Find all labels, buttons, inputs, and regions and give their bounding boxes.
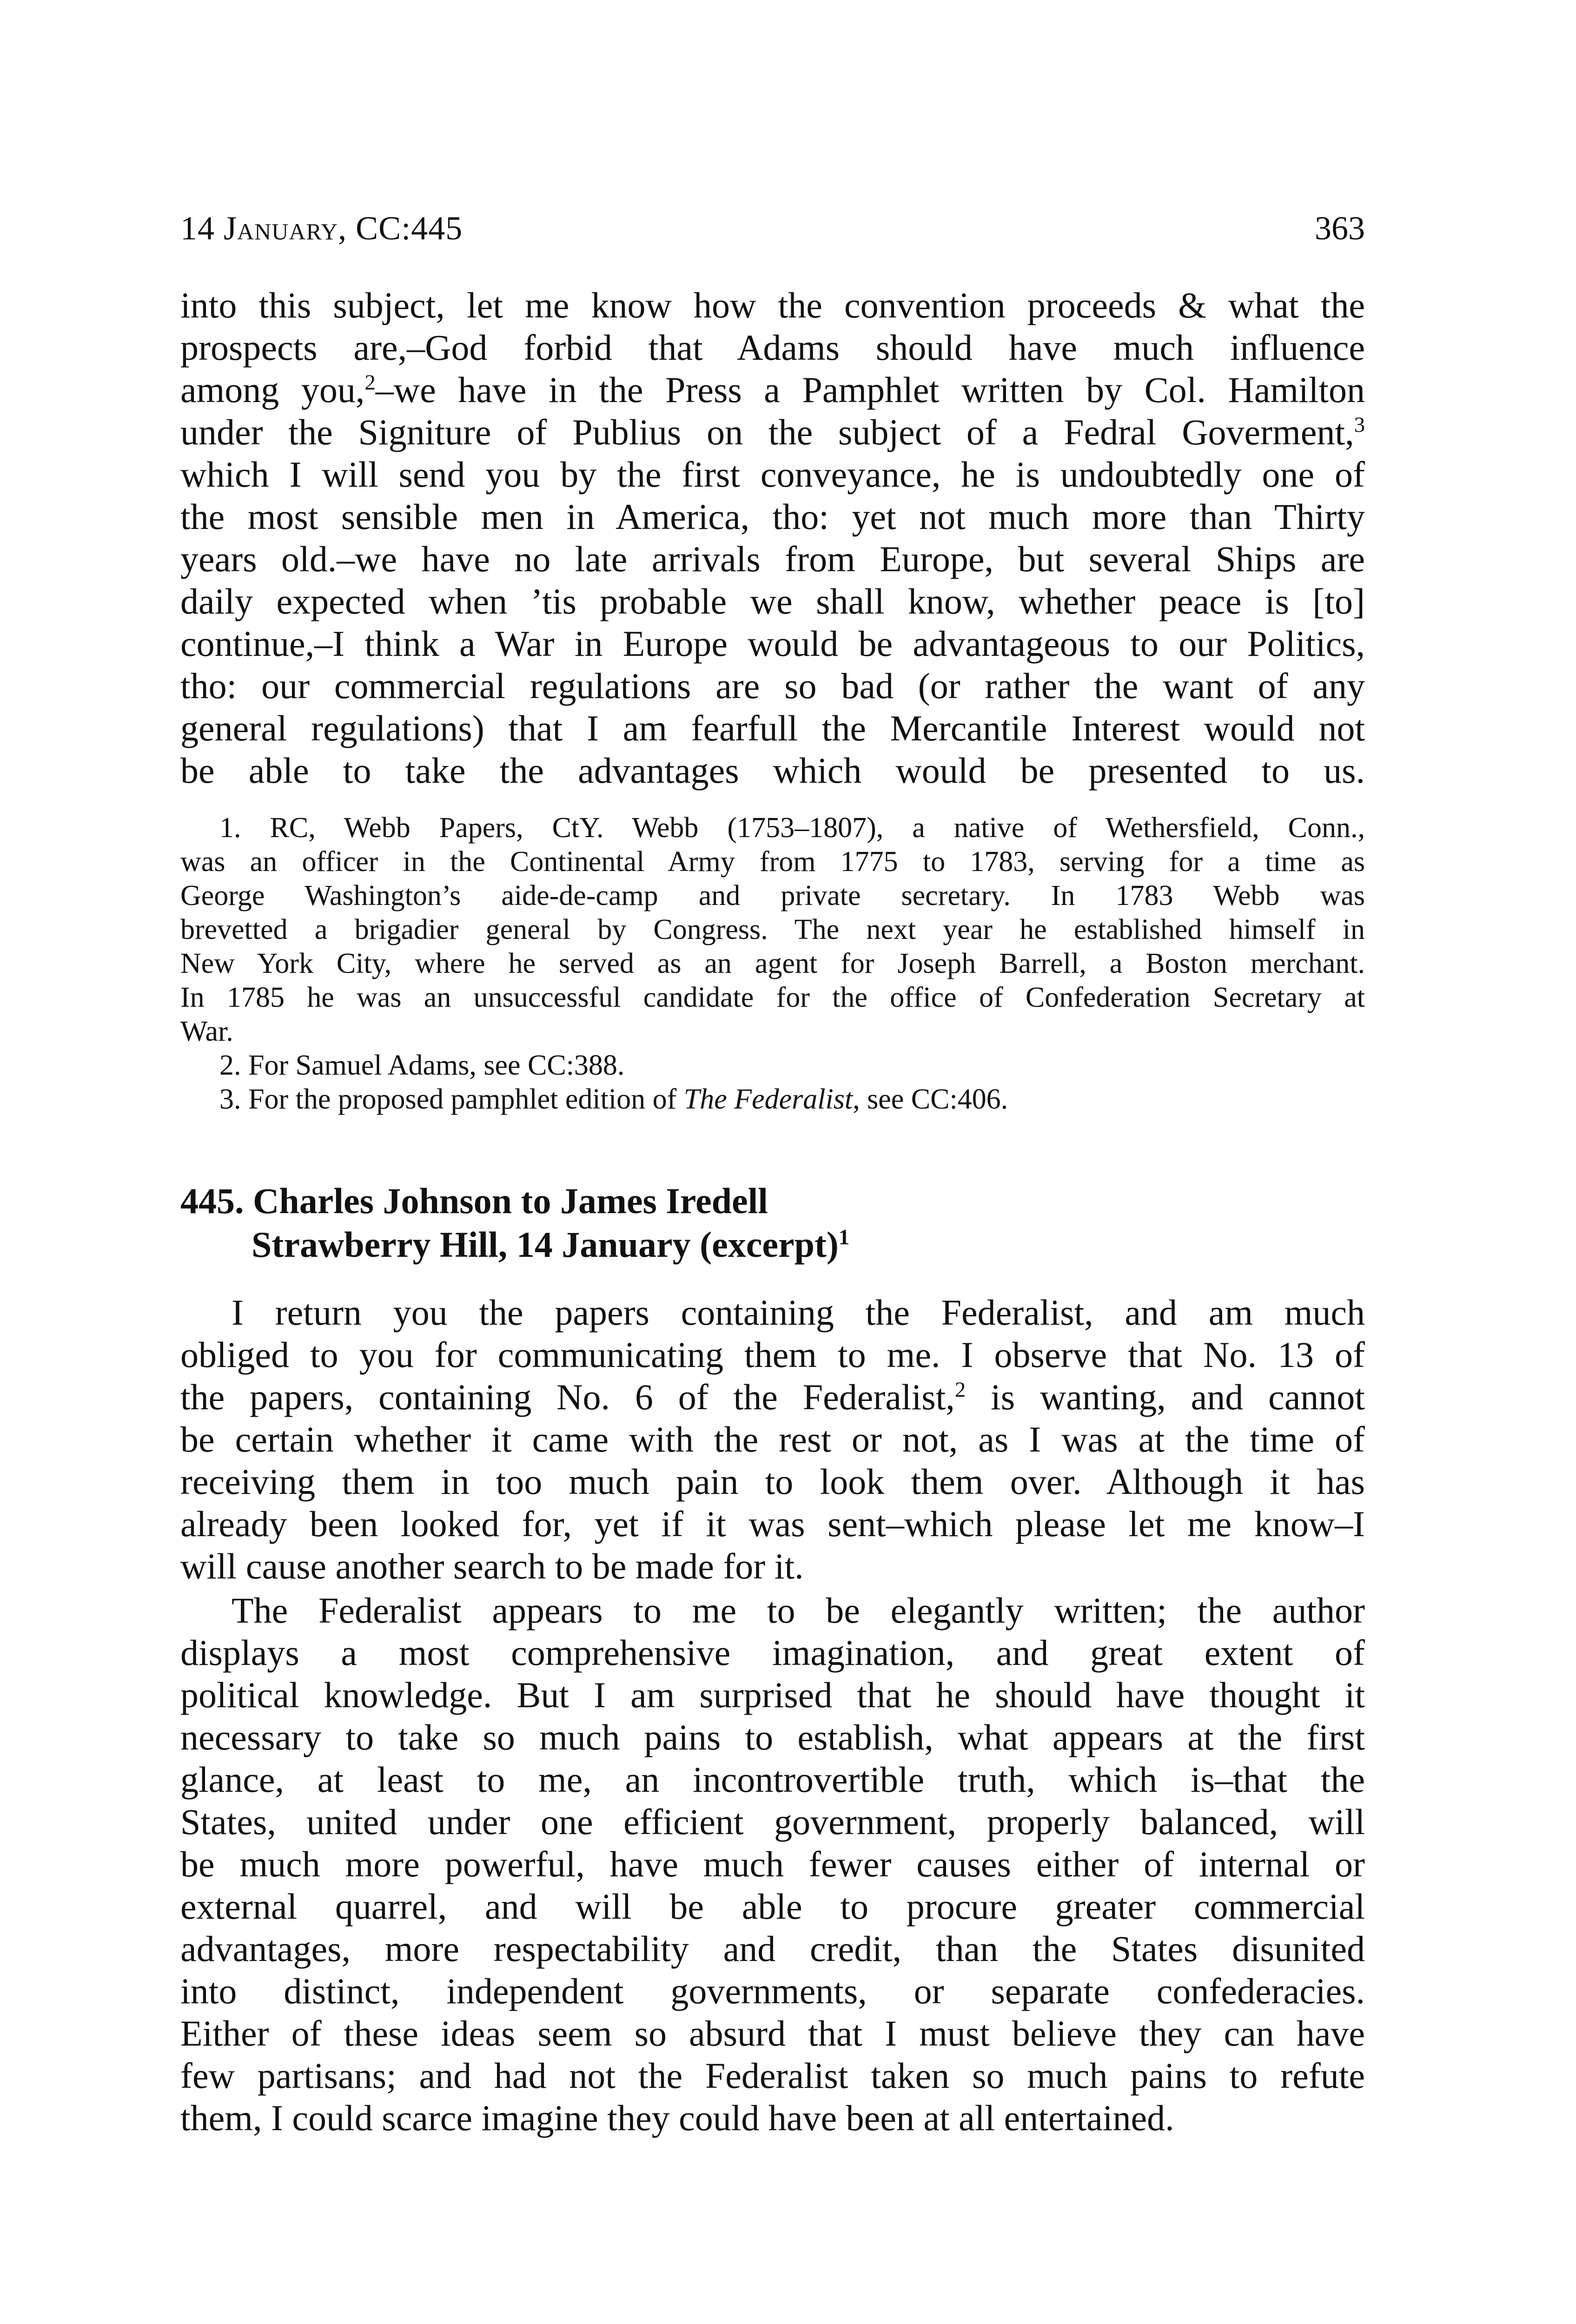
running-head-reference: , CC:445 [338,210,463,247]
paragraph [180,1291,1365,1587]
text-line: obliged to you for communicating them to me. I observe that No. 13 of [180,1334,1365,1375]
text-line: States, united under one efficient government, properly balanced, will [180,1802,1365,1842]
text-line: Either of these ideas seem so absurd that I must believe they can have [180,2013,1365,2053]
text-span: among you, [180,370,365,410]
text-span: Strawberry Hill, 14 January (excerpt) [252,1224,839,1265]
text-line: the most sensible men in America, tho: yet not much more than Thirty [180,496,1365,537]
text-line: them, I could scarce imagine they could have been at all entertained. [180,2098,1174,2138]
footnote-line: was an officer in the Continental Army from 1775 to 1783, serving for a time as [180,846,1365,878]
footnote-line: War. [180,1016,233,1047]
text-line: advantages, more respectability and credit, than the States disunited [180,1928,1365,1969]
text-line: will cause another search to be made for it. [180,1546,804,1586]
running-head-date [180,203,463,254]
text-line: few partisans; and had not the Federalist taken so much pains to refute [180,2055,1365,2096]
text-line [180,369,1365,411]
text-line: receiving them in too much pain to look them over. Although it has [180,1461,1365,1502]
text-span: 3. For the proposed pamphlet edition of [219,1083,684,1115]
text-line: be able to take the advantages which would be presented to us. [180,750,1365,791]
text-line: which I will send you by the first conveyance, he is undoubtedly one of [180,454,1365,495]
text-line: into this subject, let me know how the convention proceeds & what the [180,285,1365,325]
footnote-marker: 3 [1354,413,1365,437]
footnote-line: New York City, where he served as an agent for Joseph Barrell, a Boston merchant. [180,948,1365,979]
running-head-day: 14 [180,210,224,247]
text-line: daily expected when ’tis probable we shall know, whether peace is [to] [180,581,1365,621]
text-line: continue,–I think a War in Europe would be advantageous to our Politics, [180,623,1365,664]
text-line: displays a most comprehensive imagination, and great extent of [180,1632,1365,1673]
text-line: necessary to take so much pains to establish, what appears at the first [180,1717,1365,1757]
footnote-line: 1. RC, Webb Papers, CtY. Webb (1753–1807), a native of Wethersfield, Conn., [219,812,1365,844]
running-head-month: January [224,210,338,247]
footnote-marker: 1 [838,1225,850,1249]
text-span: the papers, containing No. 6 of the Federalist, [180,1377,955,1417]
text-line: be much more powerful, have much fewer causes either of internal or [180,1844,1365,1884]
heading-title: 445. Charles Johnson to James Iredell [180,1181,768,1221]
footnote-marker: 2 [364,370,376,395]
heading-place-date [180,1223,1365,1267]
text-line: political knowledge. But I am surprised that he should have thought it [180,1675,1365,1715]
footnote-line [180,1083,1365,1116]
footnote-line: George Washington’s aide-de-camp and private secretary. In 1783 Webb was [180,880,1365,911]
text-line: tho: our commercial regulations are so bad (or rather the want of any [180,666,1365,706]
footnotes [180,811,1365,1116]
text-line: The Federalist appears to me to be elegantly written; the author [232,1590,1365,1631]
page-number: 363 [1315,210,1365,247]
text-line [180,411,1365,453]
text-span: under the Signiture of Publius on the subject of a Fedral Goverment, [180,412,1354,452]
footnote-marker: 2 [954,1378,966,1402]
text-line: external quarrel, and will be able to procure greater commercial [180,1886,1365,1927]
paragraph [180,1589,1365,2139]
text-span: , see CC:406. [853,1083,1008,1115]
footnote-line: brevetted a brigadier general by Congress. The next year he established himself in [180,914,1365,945]
text-line: into distinct, independent governments, or separate confederacies. [180,1971,1365,2011]
text-line: already been looked for, yet if it was sent–which please let me know–I [180,1504,1365,1544]
text-line: prospects are,–God forbid that Adams should have much influence [180,327,1365,368]
footnote-line: 2. For Samuel Adams, see CC:388. [219,1050,625,1081]
text-line: general regulations) that I am fearfull the Mercantile Interest would not [180,708,1365,748]
continued-letter-text [180,284,1365,792]
text-line: glance, at least to me, an incontrovertible truth, which is–that the [180,1759,1365,1800]
running-head [180,203,1365,254]
text-line [180,1376,1365,1418]
text-line: be certain whether it came with the rest or not, as I was at the time of [180,1419,1365,1459]
text-line: years old.–we have no late arrivals from Europe, but several Ships are [180,539,1365,579]
book-title: The Federalist [683,1083,853,1115]
document-heading [180,1179,1365,1267]
footnote-line: In 1785 he was an unsuccessful candidate for the office of Confederation Secretary at [180,982,1365,1013]
text-span: –we have in the Press a Pamphlet written by Col. Hamilton [375,370,1365,410]
text-span: is wanting, and cannot [966,1377,1365,1417]
text-line: I return you the papers containing the Federalist, and am much [232,1292,1365,1333]
